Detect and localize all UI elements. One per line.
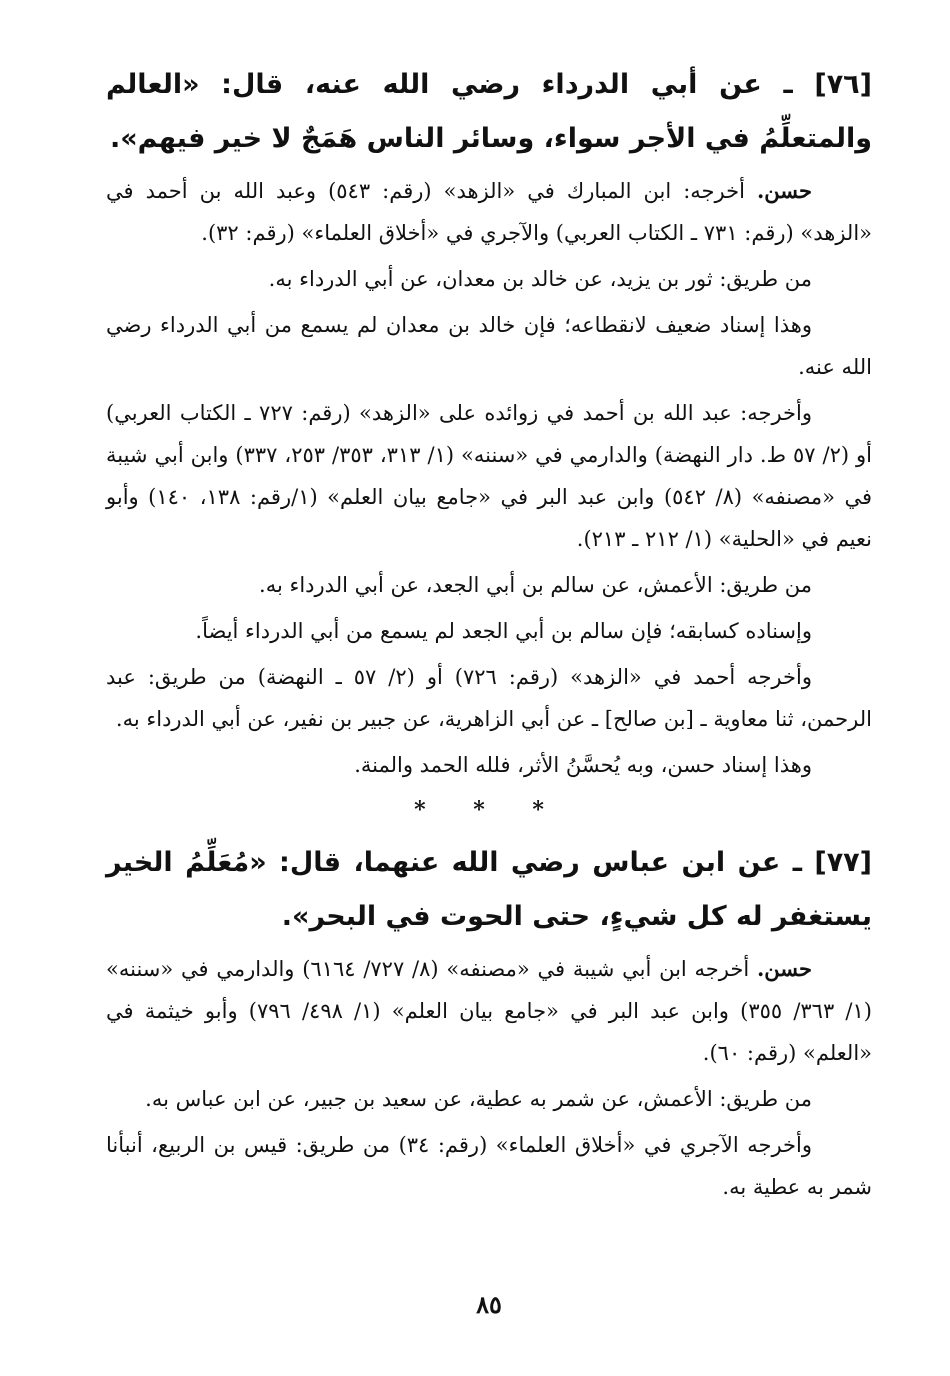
book-page [106,0,872,1376]
hadith-text-77: [٧٧] ـ عن ابن عباس رضي الله عنهما، قال: «مُعَلِّمُ الخير يستغفر له كل شيءٍ، حتى الحوت في البحر». [106,847,872,932]
takhrij-paragraph: وأخرجه أحمد في «الزهد» (رقم: ٧٢٦) أو (٢/ ٥٧ ـ النهضة) من طريق: عبد الرحمن، ثنا معاوية ـ [بن صالح] ـ عن أبي الزاهرية، عن جبير بن نفير، عن أبي الدرداء به. [106,665,872,731]
grade-label: حسن. [756,956,812,981]
isnad-paragraph: من طريق: الأعمش، عن سالم بن أبي الجعد، عن أبي الدرداء به. [259,573,812,597]
paragraph-text: أخرجه ابن أبي شيبة في «مصنفه» (٨/ ٧٢٧/ ٦١٦٤) والدارمي في «سننه» (١/ ٣٦٣/ ٣٥٥) وابن عبد البر في «جامع بيان العلم» (١/ ٤٩٨/ ٧٩٦) وأبو خيثمة في «العلم» (رقم: ٦٠). [106,957,872,1065]
conclusion-paragraph: وهذا إسناد حسن، وبه يُحسَّنُ الأثر، فلله الحمد والمنة. [354,753,812,777]
paragraph-text: أخرجه: ابن المبارك في «الزهد» (رقم: ٥٤٣) وعبد الله بن أحمد في «الزهد» (رقم: ٧٣١ ـ الكتاب العربي) والآجري في «أخلاق العلماء» (رقم: ٣٢). [106,179,872,245]
takhrij-paragraph: وأخرجه الآجري في «أخلاق العلماء» (رقم: ٣٤) من طريق: قيس بن الربيع، أنبأنا شمر به عطية به. [106,1133,872,1199]
grade-label: حسن. [756,178,812,203]
section-separator: * * * [414,797,564,823]
page-number: ٨٥ [476,1290,502,1319]
commentary-paragraph: وهذا إسناد ضعيف لانقطاعه؛ فإن خالد بن معدان لم يسمع من أبي الدرداء رضي الله عنه. [106,313,872,379]
entry-76 [106,58,872,786]
isnad-paragraph: من طريق: الأعمش، عن شمر به عطية، عن سعيد بن جبير، عن ابن عباس به. [145,1087,812,1111]
commentary-paragraph: وإسناده كسابقه؛ فإن سالم بن أبي الجعد لم يسمع من أبي الدرداء أيضاً. [195,619,812,643]
takhrij-paragraph [106,170,872,254]
hadith-text-76: [٧٦] ـ عن أبي الدرداء رضي الله عنه، قال: «العالم والمتعلِّمُ في الأجر سواء، وسائر الناس هَمَجٌ لا خير فيهم». [106,69,872,154]
takhrij-paragraph [106,948,872,1074]
isnad-paragraph: من طريق: ثور بن يزيد، عن خالد بن معدان، عن أبي الدرداء به. [268,267,812,291]
entry-77 [106,836,872,1208]
takhrij-paragraph: وأخرجه: عبد الله بن أحمد في زوائده على «الزهد» (رقم: ٧٢٧ ـ الكتاب العربي) أو (٢/ ٥٧ ط. دار النهضة) والدارمي في «سننه» (١/ ٣١٣، ٣٥٣/ ٢٥٣، ٣٣٧) وابن أبي شيبة في «مصنفه» (٨/ ٥٤٢) وابن عبد البر في «جامع بيان العلم» (١/رقم: ١٣٨، ١٤٠) وأبو نعيم في «الحلية» (١/ ٢١٢ ـ ٢١٣). [106,401,873,551]
